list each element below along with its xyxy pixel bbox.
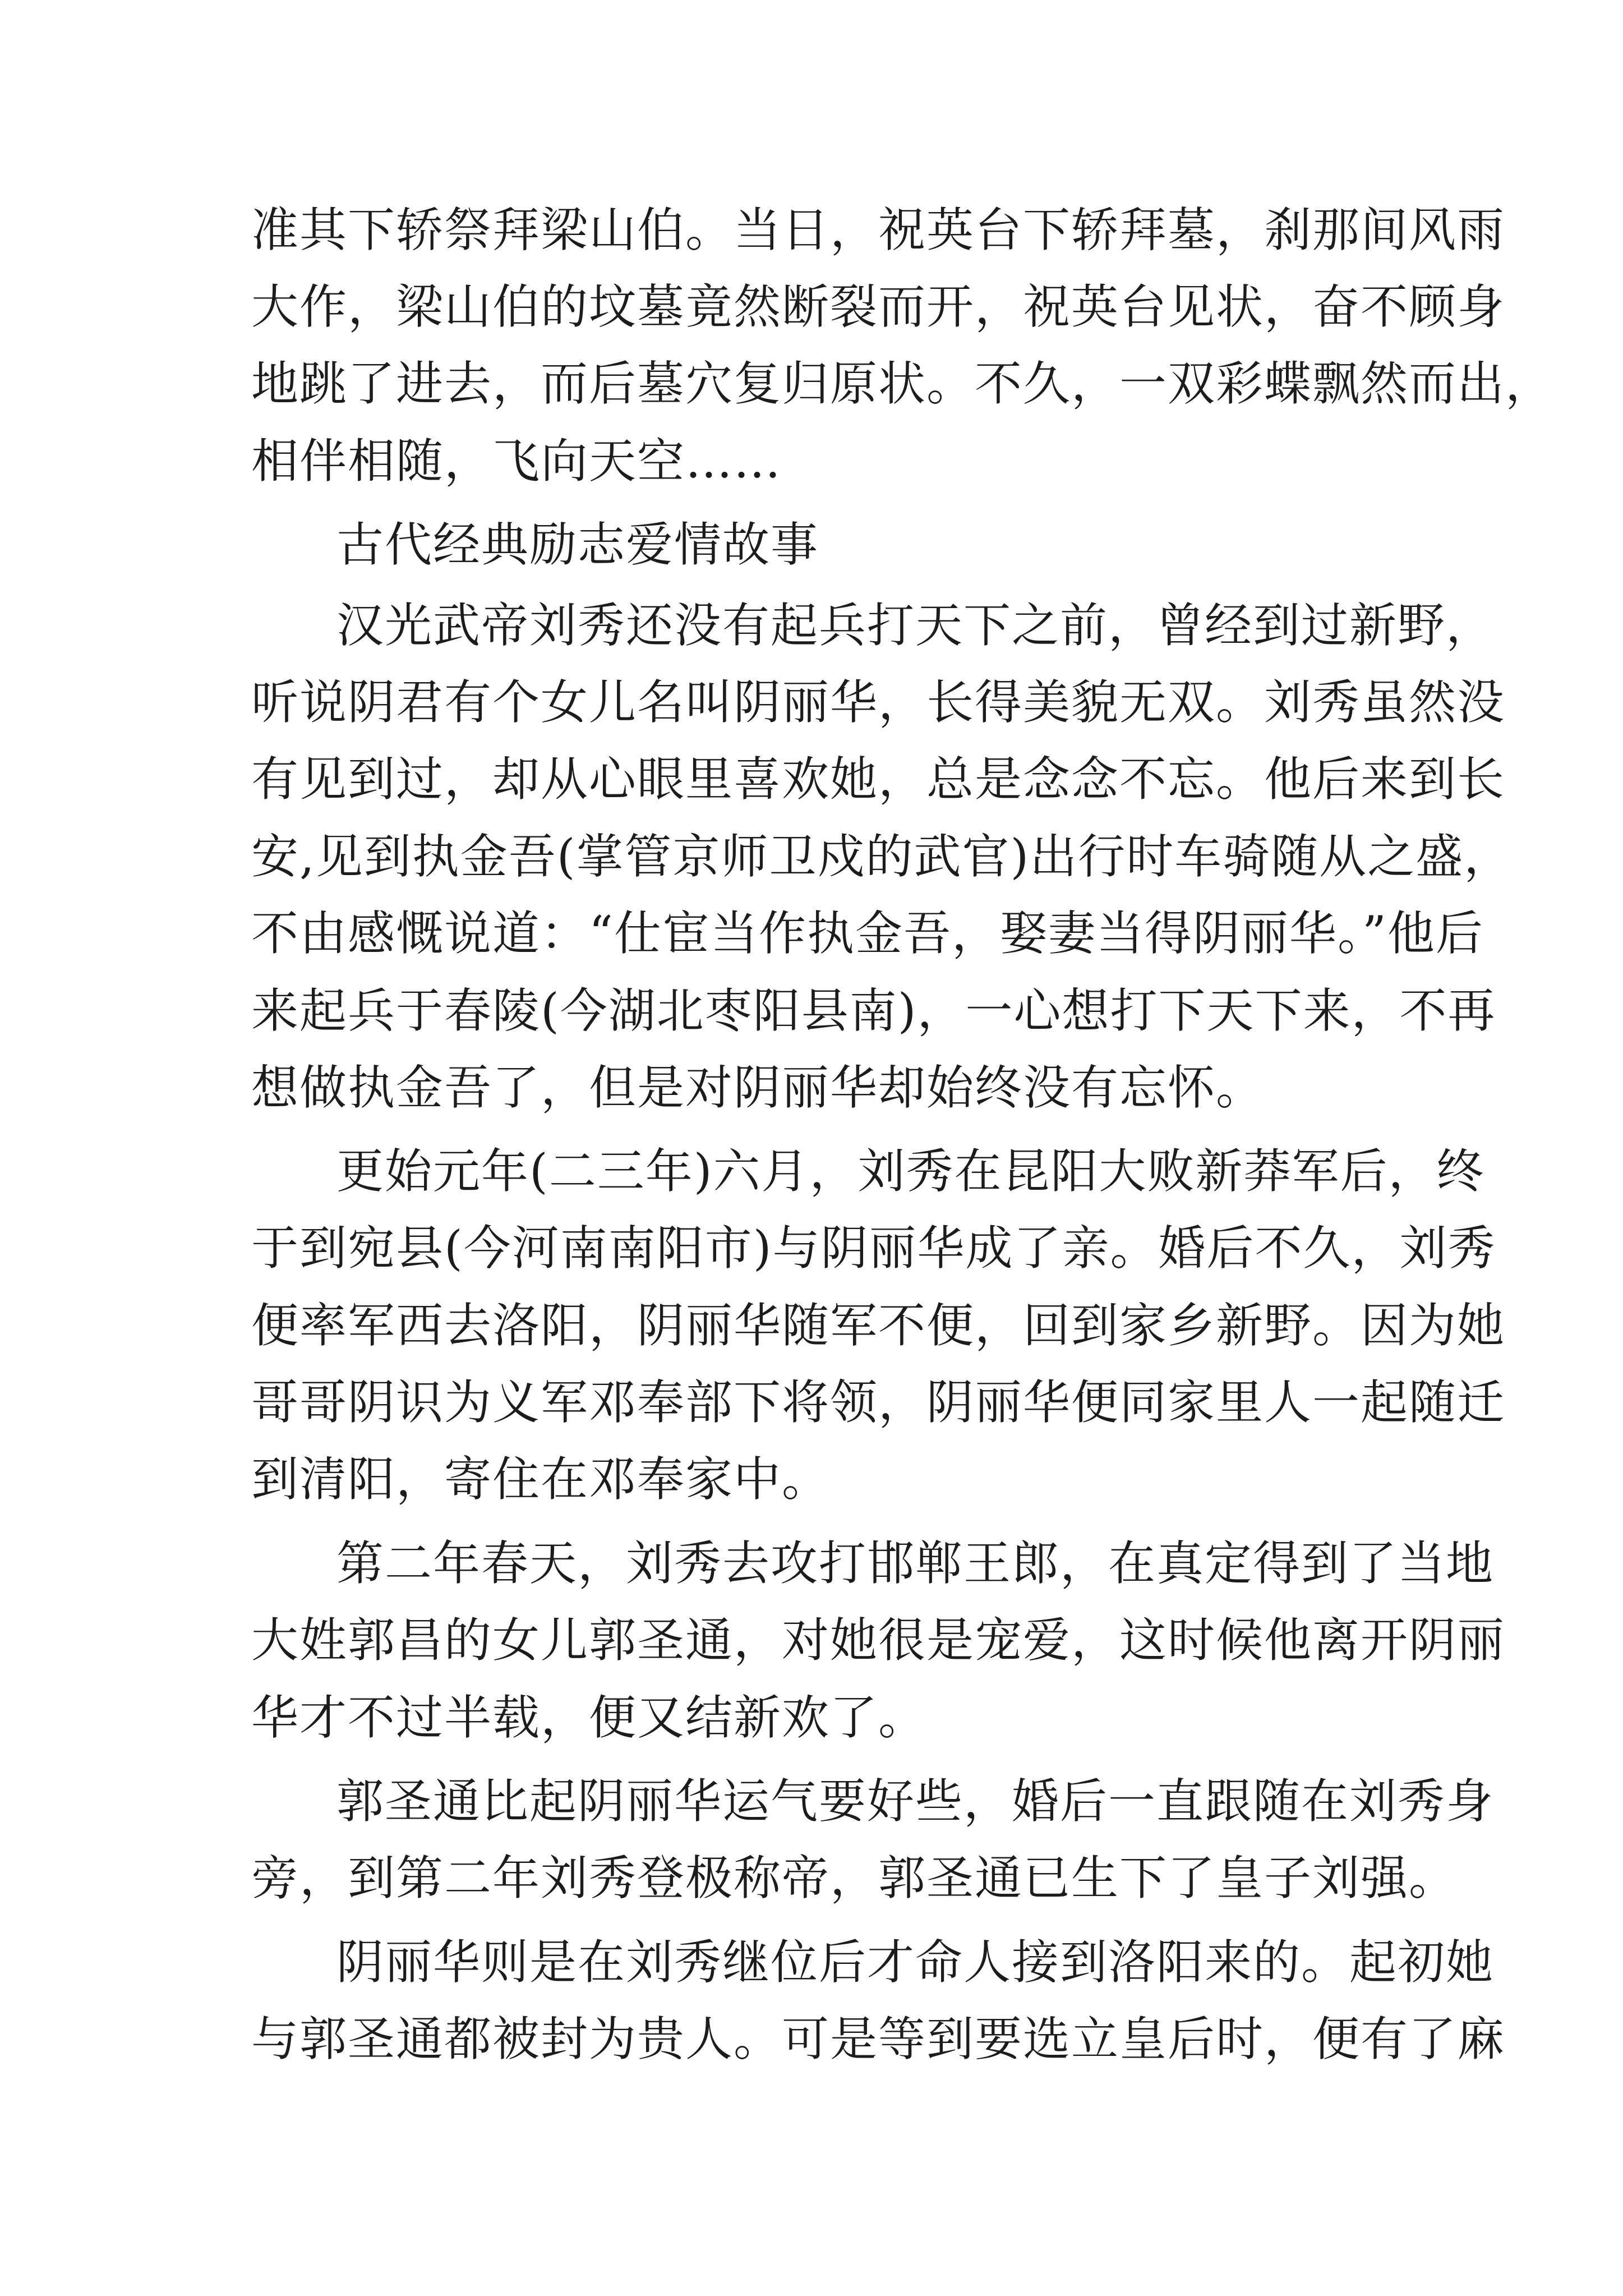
text-line: 旁，到第二年刘秀登极称帝，郭圣通已生下了皇子刘强。 (251, 1851, 1458, 1906)
text-line: 更始元年(二三年)六月，刘秀在昆阳大败新莽军后，终 (336, 1144, 1485, 1199)
text-line: 安,见到执金吾(掌管京师卫戍的武官)出行时车骑随从之盛， (251, 829, 1513, 884)
text-line: 地跳了进去，而后墓穴复归原状。不久，一双彩蝶飘然而出， (251, 356, 1554, 411)
text-line: 到清阳，寄住在邓奉家中。 (251, 1452, 831, 1507)
text-line: 有见到过，却从心眼里喜欢她，总是念念不忘。他后来到长 (251, 752, 1506, 807)
text-line: 大作，梁山伯的坟墓竟然断裂而开，祝英台见状，奋不顾身 (251, 279, 1506, 334)
text-line: 于到宛县(今河南南阳市)与阴丽华成了亲。婚后不久，刘秀 (251, 1221, 1496, 1276)
section-heading: 古代经典励志爱情故事 (336, 517, 819, 572)
text-line: 哥哥阴识为义军邓奉部下将领，阴丽华便同家里人一起随迁 (251, 1375, 1506, 1430)
text-line: 准其下轿祭拜梁山伯。当日，祝英台下轿拜墓，刹那间风雨 (251, 203, 1506, 257)
text-line: 与郭圣通都被封为贵人。可是等到要选立皇后时，便有了麻 (251, 2012, 1506, 2067)
text-line: 相伴相随，飞向天空…… (251, 434, 782, 489)
text-line: 想做执金吾了，但是对阴丽华却始终没有忘怀。 (251, 1060, 1265, 1115)
text-line: 第二年春天，刘秀去攻打邯郸王郎，在真定得到了当地 (336, 1536, 1495, 1591)
text-line: 来起兵于春陵(今湖北枣阳县南)，一心想打下天下来，不再 (251, 983, 1496, 1038)
text-line: 大姓郭昌的女儿郭圣通，对她很是宠爱，这时候他离开阴丽 (251, 1613, 1506, 1668)
text-line: 便率军西去洛阳，阴丽华随军不便，回到家乡新野。因为她 (251, 1298, 1506, 1353)
text-line: 不由感慨说道：“仕宦当作执金吾，娶妻当得阴丽华。”他后 (251, 906, 1484, 961)
text-line: 华才不过半载，便又结新欢了。 (251, 1690, 927, 1745)
text-line: 听说阴君有个女儿名叫阴丽华，长得美貌无双。刘秀虽然没 (251, 675, 1506, 730)
text-line: 郭圣通比起阴丽华运气要好些，婚后一直跟随在刘秀身 (336, 1774, 1495, 1829)
text-line: 阴丽华则是在刘秀继位后才命人接到洛阳来的。起初她 (336, 1935, 1495, 1990)
text-line: 汉光武帝刘秀还没有起兵打天下之前，曾经到过新野， (336, 598, 1495, 653)
